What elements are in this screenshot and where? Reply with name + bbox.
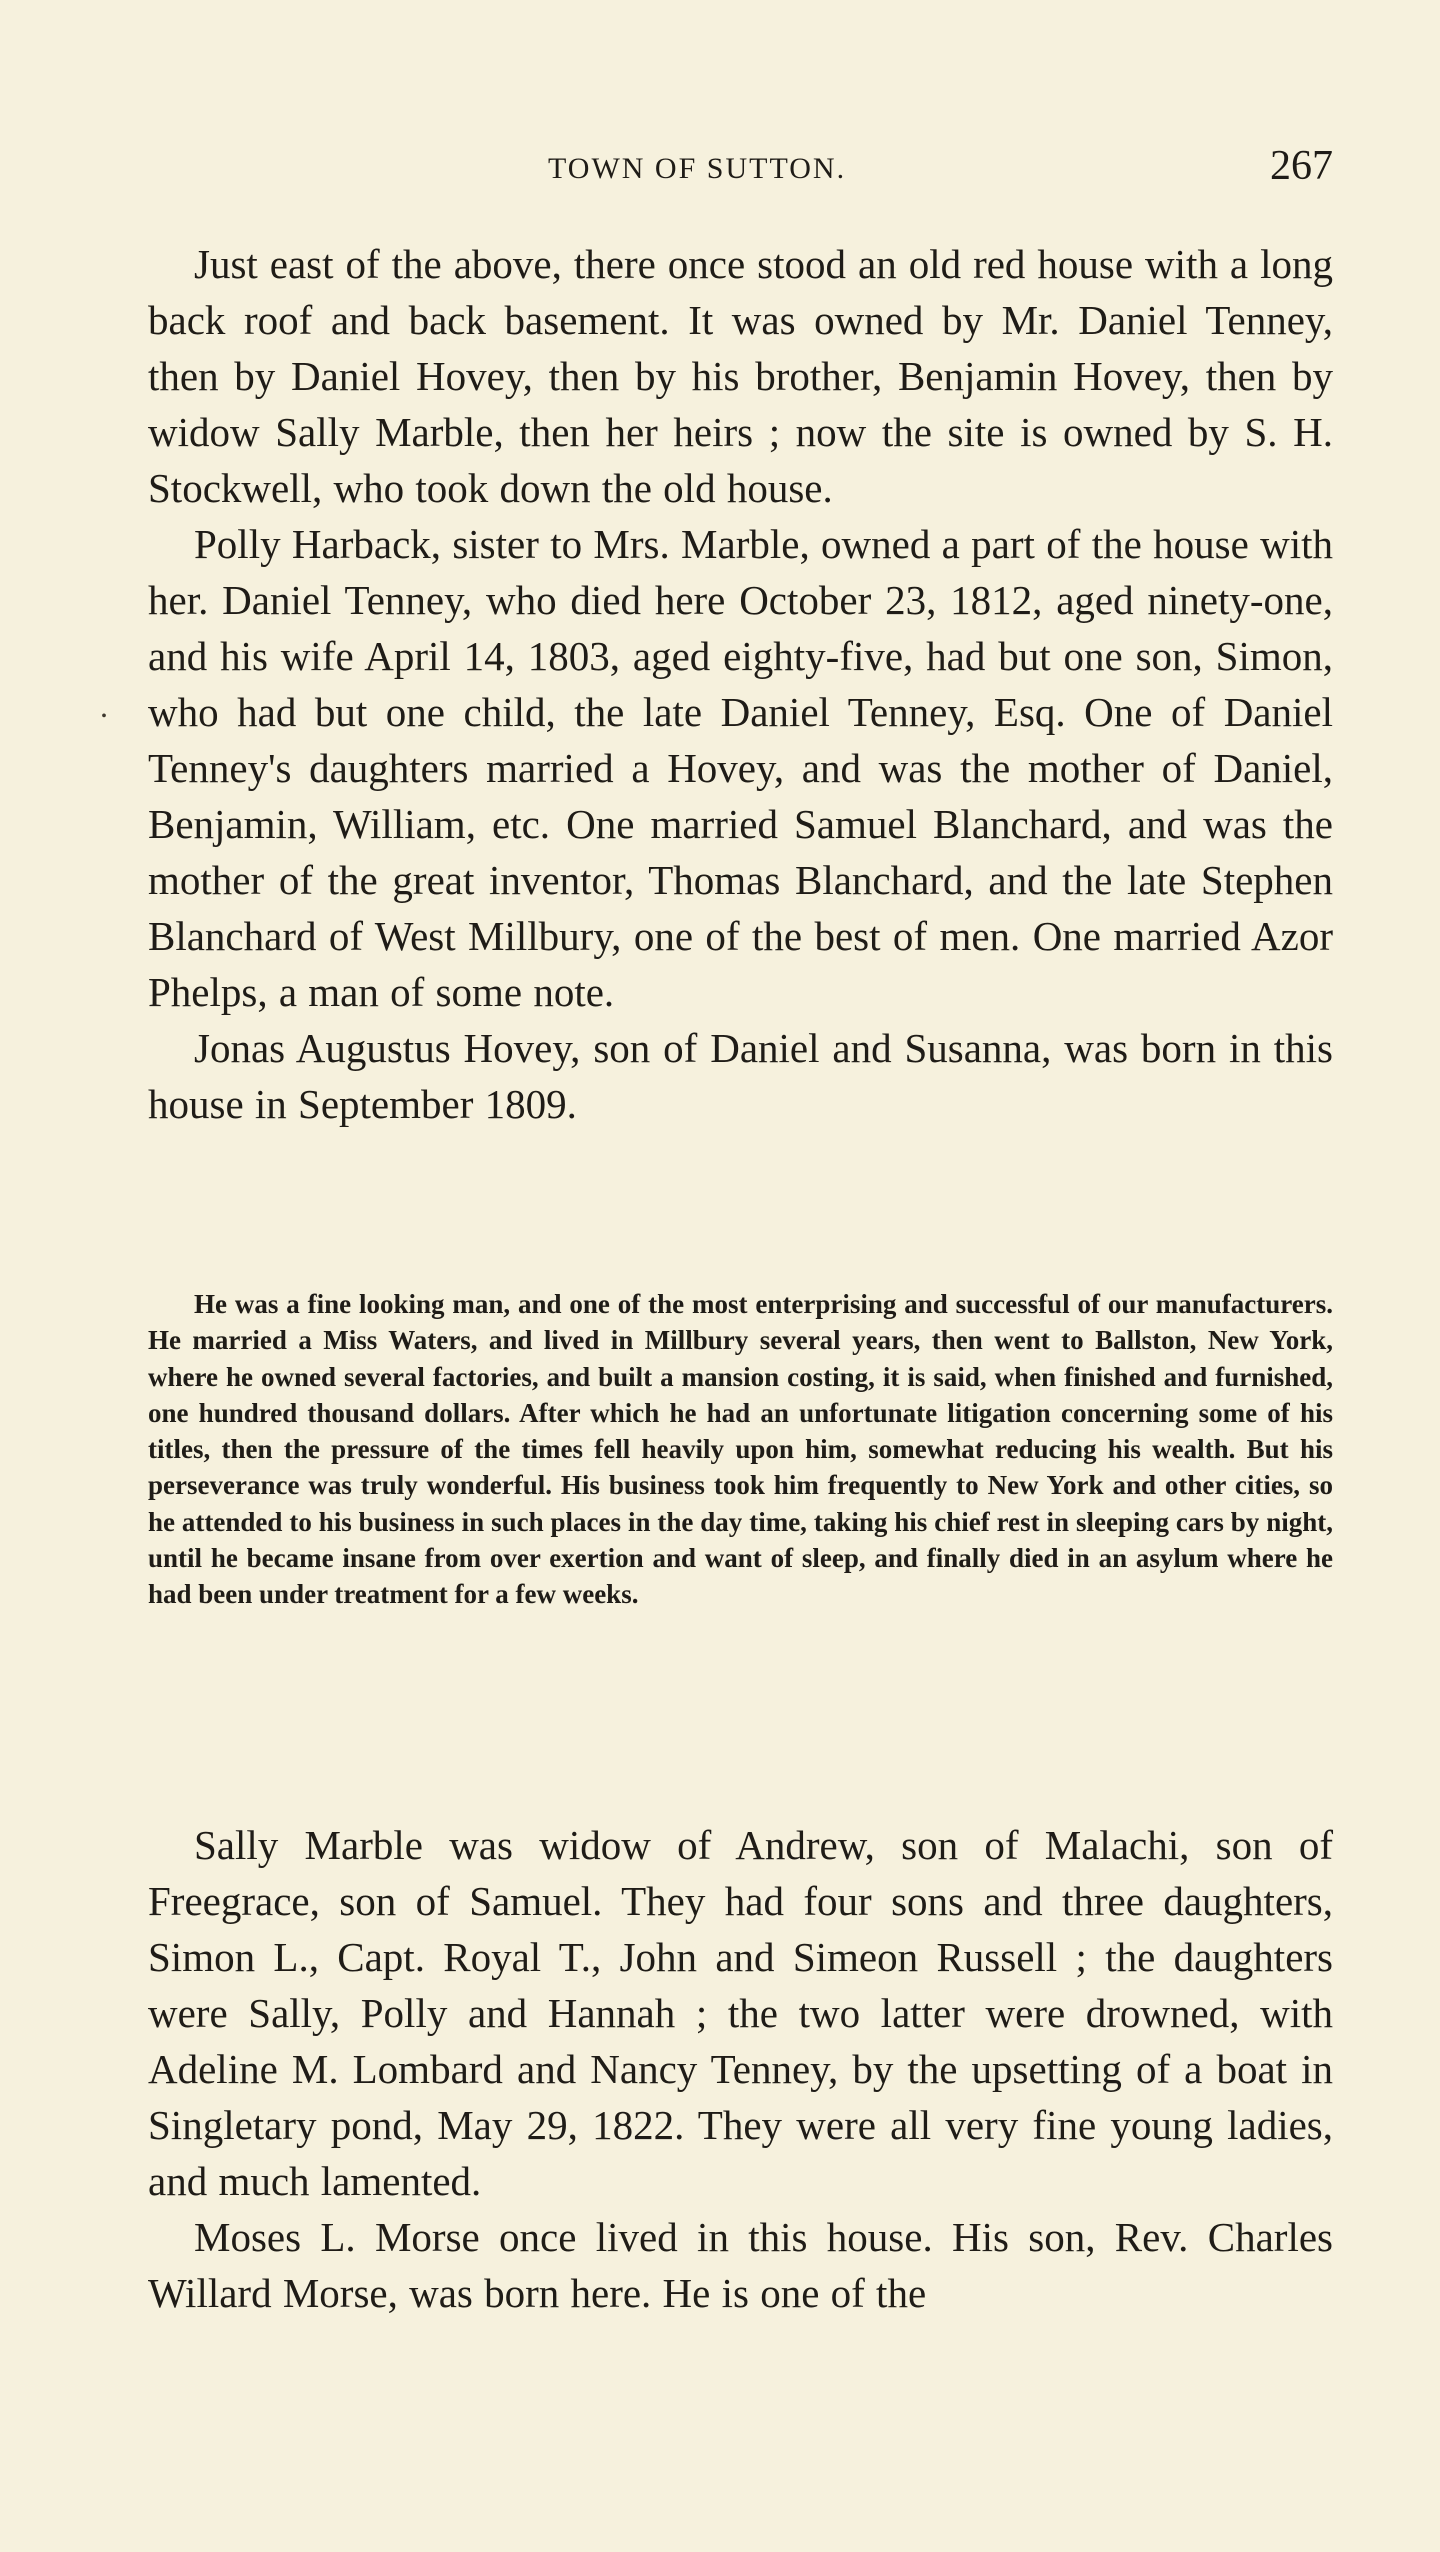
biographical-note bbox=[148, 1286, 1333, 1613]
main-text-lower bbox=[148, 1817, 1333, 2321]
margin-mark: . bbox=[100, 688, 108, 724]
main-text-upper bbox=[148, 236, 1333, 1132]
paragraph: Polly Harback, sister to Mrs. Marble, owned a part of the house with her. Daniel Tenney, who died here October 23, 1812, aged ninety-one, and his wife April 14, 1803, aged eighty-five, had but one son, Simon, who had but one child, the late Daniel Tenney, Esq. One of Daniel Tenney's daughters married a Hovey, and was the mother of Daniel, Benjamin, William, etc. One married Samuel Blanchard, and was the mother of the great inventor, Thomas Blanchard, and the late Stephen Blanchard of West Millbury, one of the best of men. One married Azor Phelps, a man of some note. bbox=[148, 521, 1333, 1015]
running-title: TOWN OF SUTTON. bbox=[548, 152, 847, 185]
paragraph: Just east of the above, there once stood an old red house with a long back roof and back basement. It was owned by Mr. Daniel Tenney, then by Daniel Hovey, then by his brother, Benjamin Hovey, then by widow Sally Marble, then her heirs ; now the site is owned by S. H. Stockwell, who took down the old house. bbox=[148, 241, 1333, 511]
paragraph: Moses L. Morse once lived in this house. His son, Rev. Charles Willard Morse, was born here. He is one of the bbox=[148, 2214, 1333, 2316]
running-head bbox=[148, 143, 1333, 198]
paragraph: Jonas Augustus Hovey, son of Daniel and Susanna, was born in this house in September 1809. bbox=[148, 1025, 1333, 1127]
page-number: 267 bbox=[1270, 143, 1333, 189]
paragraph: Sally Marble was widow of Andrew, son of Malachi, son of Freegrace, son of Samuel. They had four sons and three daughters, Simon L., Capt. Royal T., John and Simeon Russell ; the daughters were Sally, Polly and Hannah ; the two latter were drowned, with Adeline M. Lombard and Nancy Tenney, by the upsetting of a boat in Singletary pond, May 29, 1822. They were all very fine young ladies, and much lamented. bbox=[148, 1822, 1333, 2204]
note-paragraph: He was a fine looking man, and one of the most enterprising and successful of our manufacturers. He married a Miss Waters, and lived in Millbury several years, then went to Ballston, New York, where he owned several factories, and built a mansion costing, it is said, when finished and furnished, one hundred thousand dollars. After which he had an unfortunate litigation concerning some of his titles, then the pressure of the times fell heavily upon him, somewhat reducing his wealth. But his perseverance was truly wonderful. His business took him frequently to New York and other cities, so he attended to his business in such places in the day time, taking his chief rest in sleeping cars by night, until he became insane from over exertion and want of sleep, and finally died in an asylum where he had been under treatment for a few weeks. bbox=[148, 1289, 1333, 1610]
